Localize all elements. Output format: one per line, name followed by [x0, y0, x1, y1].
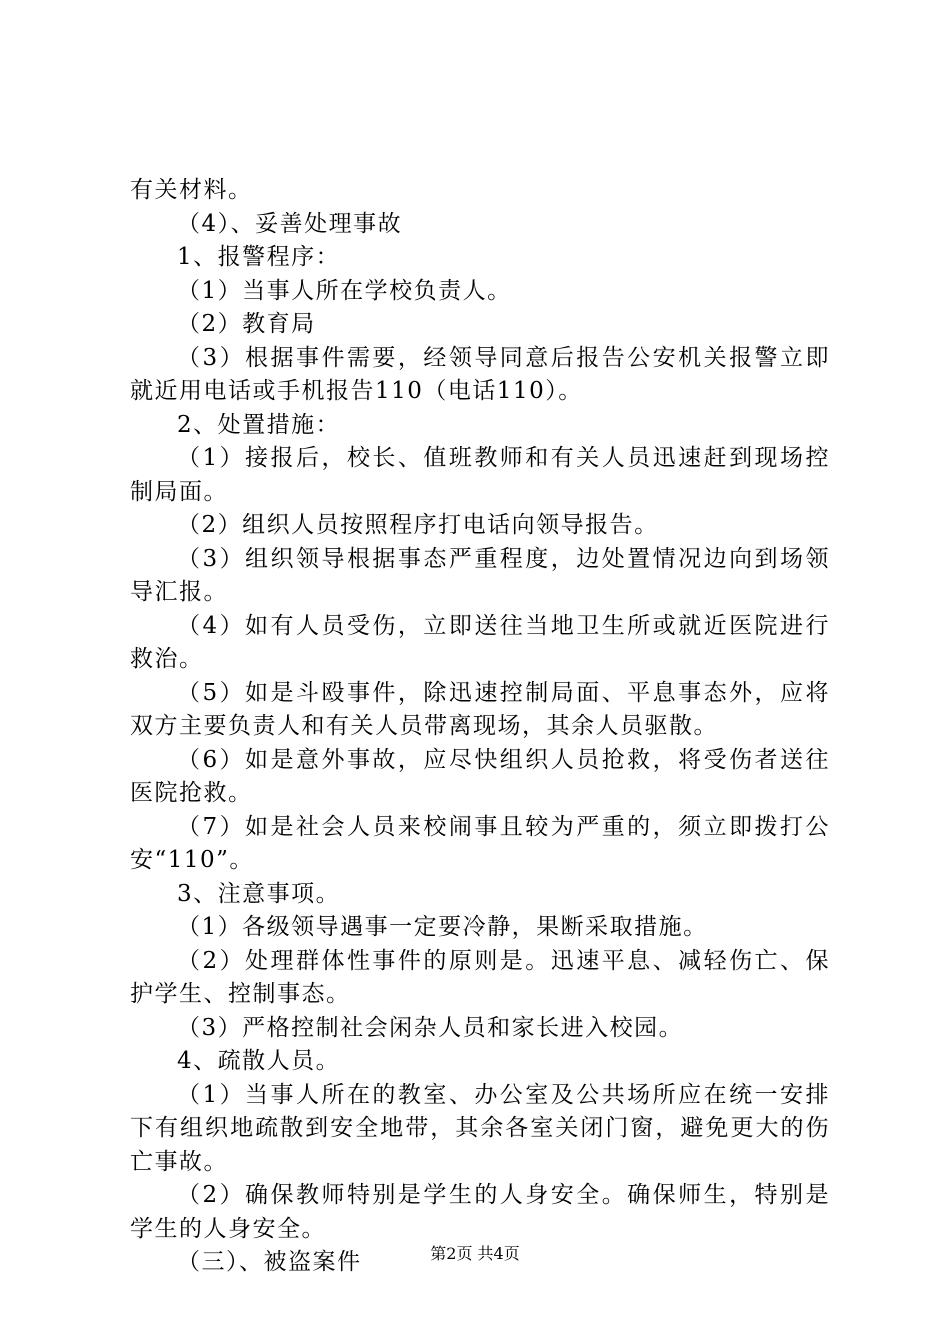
paragraph: （1）接报后，校长、值班教师和有关人员迅速赶到现场控制局面。	[130, 445, 830, 505]
paragraph: （三）、被盗案件	[177, 1249, 362, 1275]
paragraph: （4）、妥善处理事故	[177, 210, 403, 237]
paragraph: 1、报警程序：	[177, 244, 341, 270]
paragraph: 3、注意事项。	[177, 880, 341, 907]
paragraph: （4）如有人员受伤，立即送往当地卫生所或就近医院进行救治。	[130, 612, 830, 672]
page-number-footer: 第2页 共4页	[430, 1244, 520, 1263]
document-body	[130, 174, 830, 1280]
paragraph: 有关材料。	[130, 177, 253, 203]
paragraph: （6）如是意外事故，应尽快组织人员抢救，将受伤者送往医院抢救。	[130, 746, 830, 806]
paragraph: （3）严格控制社会闲杂人员和家长进入校园。	[177, 1014, 684, 1041]
paragraph: （1）各级领导遇事一定要冷静，果断采取措施。	[177, 914, 708, 940]
paragraph: 2、处置措施：	[177, 411, 341, 438]
paragraph: （2）确保教师特别是学生的人身安全。确保师生，特别是学生的人身安全。	[130, 1182, 830, 1242]
paragraph: （2）教育局	[177, 311, 316, 337]
paragraph: （3）组织领导根据事态严重程度，边处置情况边向到场领导汇报。	[130, 545, 830, 605]
paragraph: （2）处理群体性事件的原则是。迅速平息、减轻伤亡、保护学生、控制事态。	[130, 947, 830, 1007]
paragraph: （5）如是斗殴事件，除迅速控制局面、平息事态外，应将双方主要负责人和有关人员带离现场，其余人员驱散。	[130, 679, 830, 739]
paragraph: （7）如是社会人员来校闹事且较为严重的，须立即拨打公安“110”。	[130, 813, 830, 873]
paragraph: （3）根据事件需要，经领导同意后报告公安机关报警立即就近用电话或手机报告110（电话110）。	[130, 344, 830, 404]
paragraph: 4、疏散人员。	[177, 1048, 341, 1074]
paragraph: （1）当事人所在学校负责人。	[177, 277, 512, 304]
paragraph: （2）组织人员按照程序打电话向领导报告。	[177, 512, 659, 538]
paragraph: （1）当事人所在的教室、办公室及公共场所应在统一安排下有组织地疏散到安全地带，其余各室关闭门窗，避免更大的伤亡事故。	[130, 1081, 830, 1175]
